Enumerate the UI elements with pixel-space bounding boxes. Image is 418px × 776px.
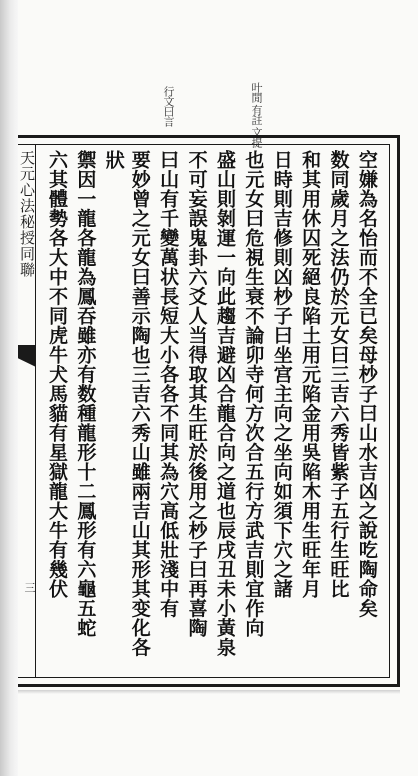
text-column-3: 和其用休囚死絕良陷土用元陷金用吳陷木用生旺年月	[299, 150, 322, 599]
bottom-shadow	[18, 690, 400, 694]
binding-gutter	[0, 0, 18, 776]
top-annotation-left: 行文曰言	[162, 86, 175, 126]
text-column-11: 六其體勢各大中不同虎牛犬馬貓有星獄龍大牛有幾伏	[46, 150, 68, 599]
margin-title: 天元心法秘授同聯	[18, 150, 36, 278]
page-number: 三	[23, 582, 36, 593]
text-column-2: 数同歲月之法仍於元女曰三吉六秀皆紫子五行生旺比	[327, 150, 350, 599]
text-column-7: 不可妄誤鬼卦六爻人当得取其生旺於後用之杪子曰再喜陶	[185, 150, 208, 638]
text-column-4: 日時則吉修則凶杪子曰坐宫主向之坐向如須下穴之諸	[270, 150, 293, 599]
main-text-area	[40, 150, 386, 672]
top-annotation-right: 叶閒 有註 文提	[250, 82, 263, 147]
text-column-6: 盛山則剝運一向此趨吉避凶合龍合向之道也辰戌丑未小黃泉	[213, 150, 236, 657]
text-column-5: 也元女曰危視生衰不論卯寺何方次合五行方武吉則宜作向	[242, 150, 265, 638]
text-column-1: 空嫌為名怡而不全已矣母杪子曰山水吉凶之說吃陶命矣	[355, 150, 378, 618]
text-column-9: 要妙曾之元女曰善示陶也三吉六秀山雖兩吉山其形其变化各狀	[102, 150, 151, 657]
text-column-10: 禦因一龍各龍為鳳吞雖亦有数種龍形十二鳳形有六龜五蛇	[74, 150, 97, 638]
text-column-8: 曰山有千變萬状長短大小各各不同其為穴高低壯淺中有	[157, 150, 180, 618]
